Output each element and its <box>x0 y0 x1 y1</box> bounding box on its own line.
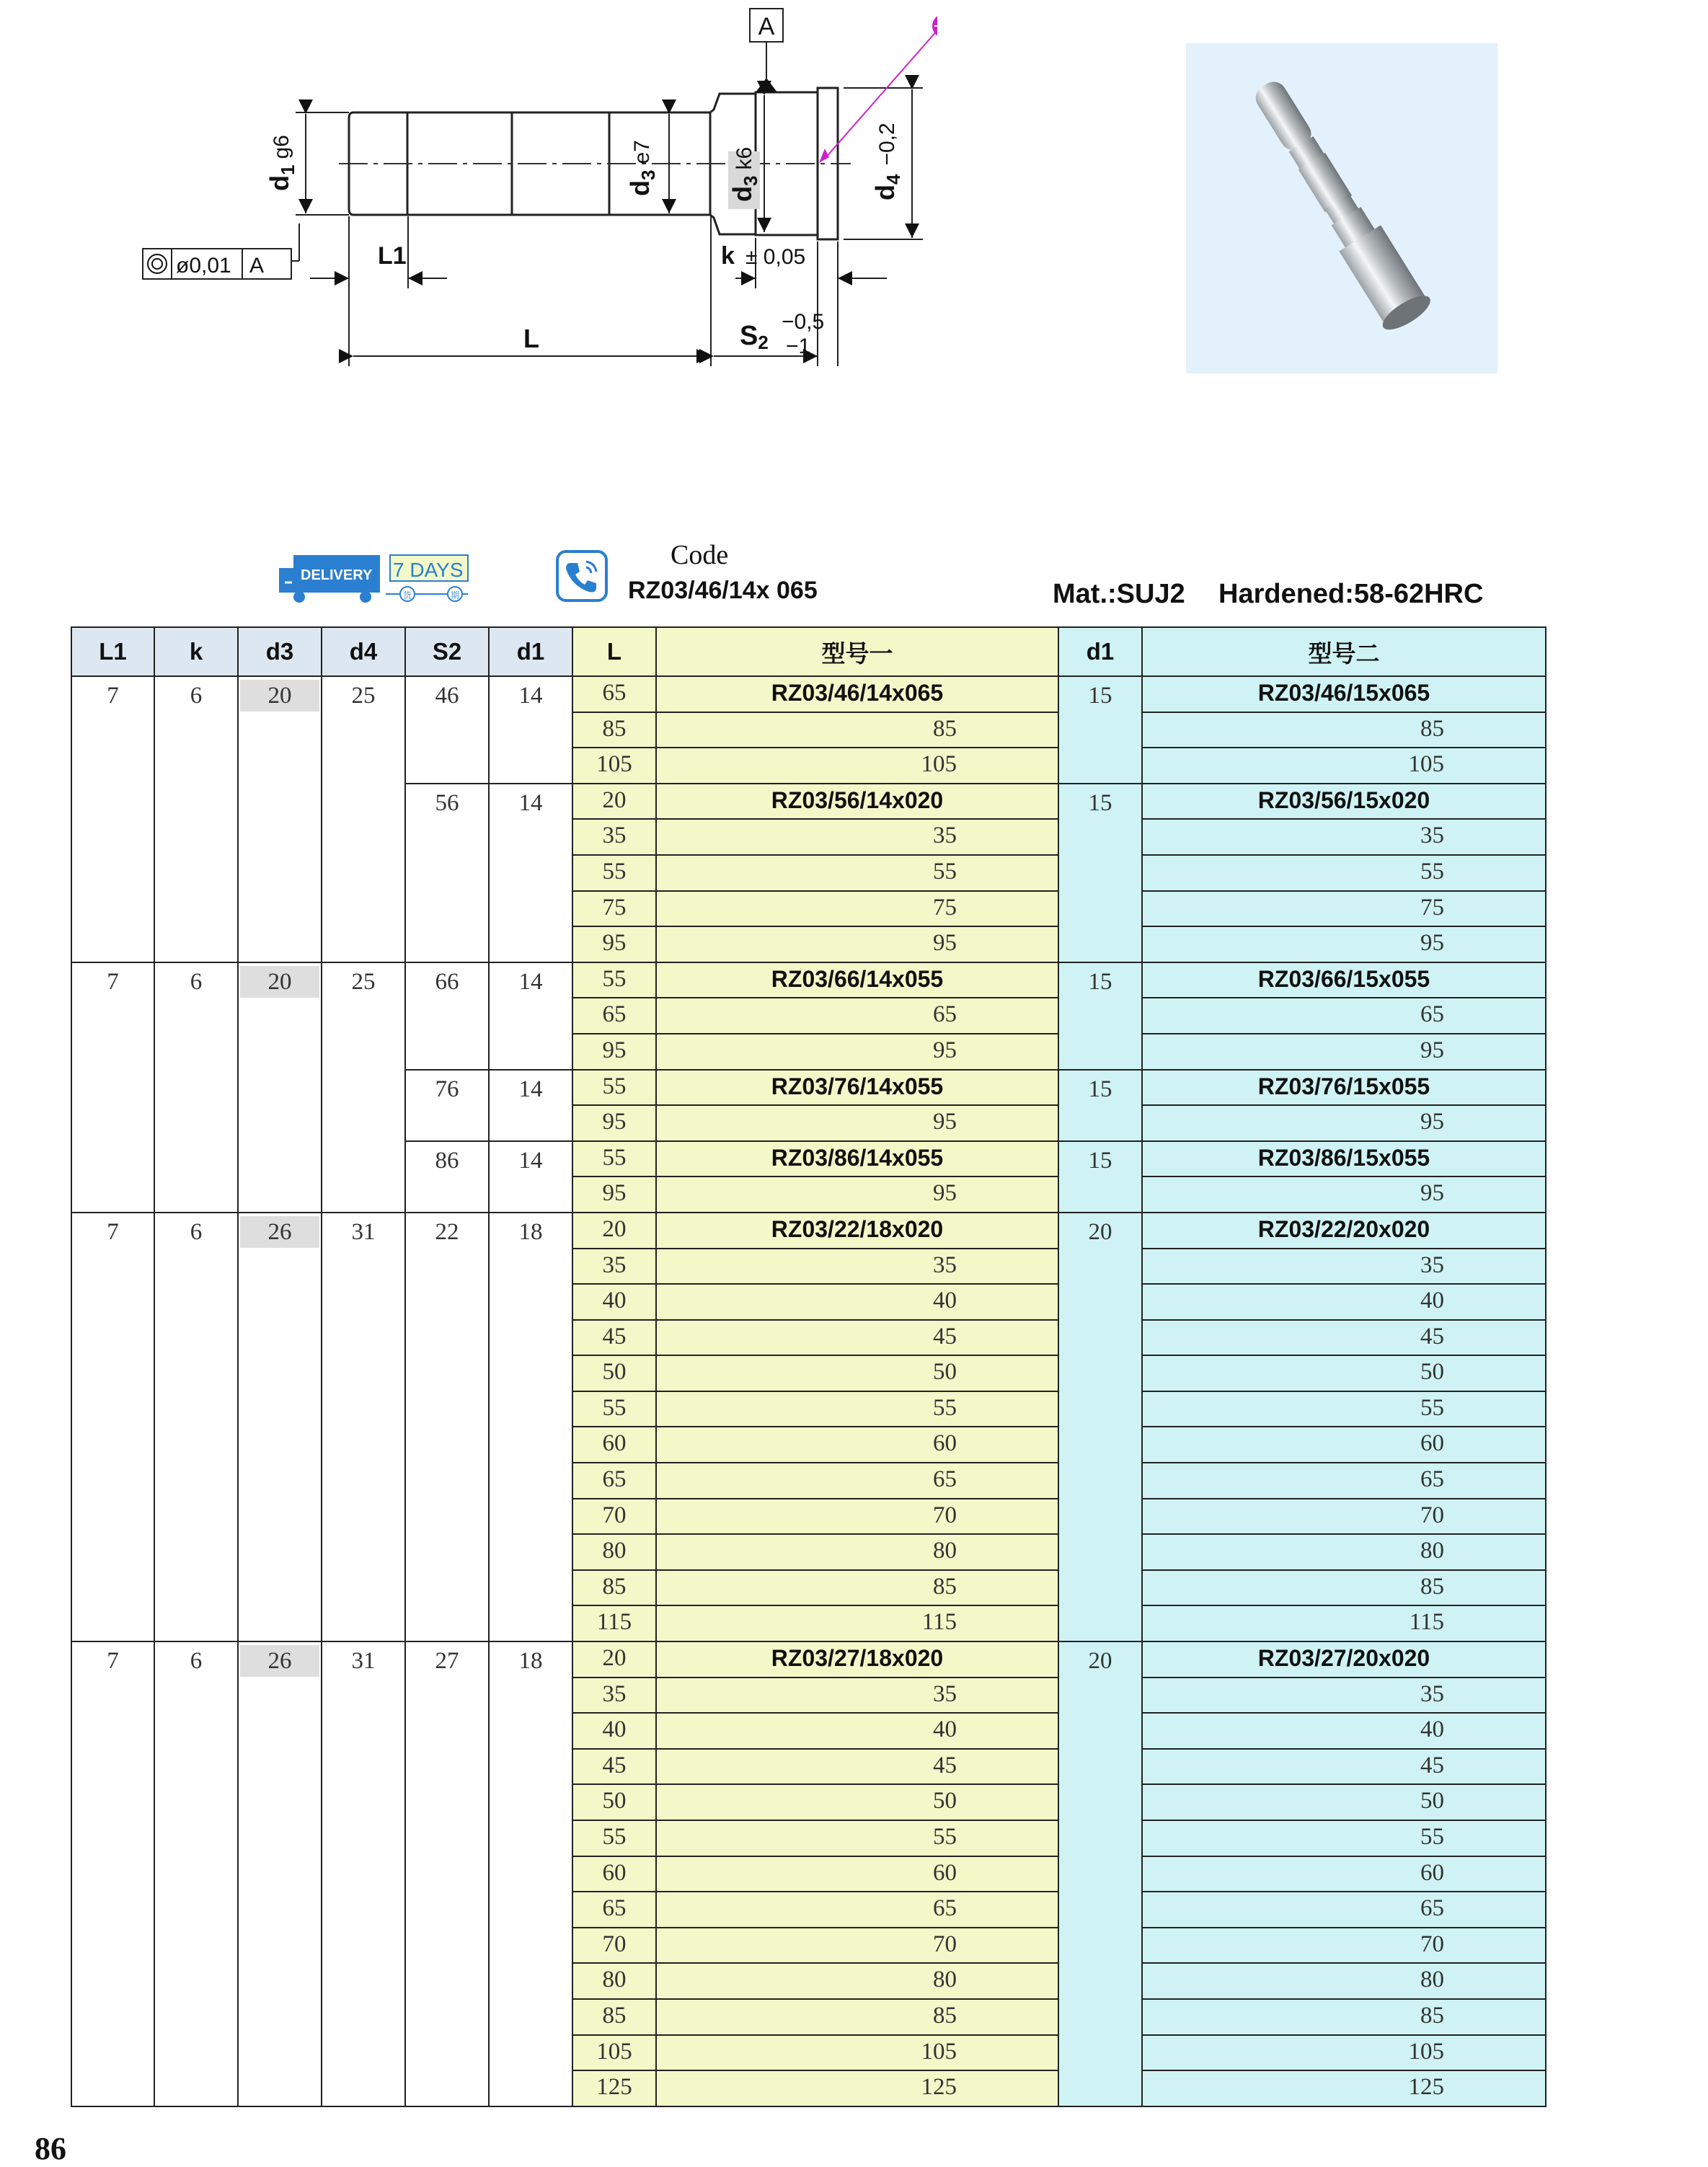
cell-type1: RZ03/66/14x055 <box>656 962 1058 998</box>
cell-d1: 14 <box>489 1141 572 1213</box>
page-number: 86 <box>35 2131 66 2166</box>
cell-type2: RZ03/27/20x020 <box>1142 1641 1546 1678</box>
cell-d4: 25 <box>322 676 405 962</box>
cell-d3-value: 20 <box>240 966 319 998</box>
col-header-d4: d4 <box>322 627 405 676</box>
cell-L: 65 <box>572 1892 656 1928</box>
cell-L: 20 <box>572 784 656 820</box>
cell-L: 105 <box>572 2035 656 2071</box>
cell-L: 95 <box>572 1176 656 1213</box>
product-photo <box>1186 43 1497 373</box>
cell-L: 55 <box>572 1141 656 1177</box>
cell-type1: RZ03/56/14x020 <box>656 784 1058 820</box>
cell-L: 50 <box>572 1355 656 1391</box>
cell-S2: 46 <box>405 676 489 784</box>
cell-L: 70 <box>572 1928 656 1964</box>
cell-type2: 105 <box>1142 2035 1546 2071</box>
cell-type2: 65 <box>1142 1463 1546 1499</box>
cell-S2: 66 <box>405 962 489 1070</box>
svg-text:7 DAYS: 7 DAYS <box>393 559 464 581</box>
cell-L: 35 <box>572 1678 656 1714</box>
code-value: RZ03/46/14x 065 <box>628 577 818 604</box>
cell-d1-b: 15 <box>1058 1070 1142 1141</box>
cell-type2: RZ03/56/15x020 <box>1142 784 1546 820</box>
cell-d1-b: 15 <box>1058 962 1142 1070</box>
cell-k: 6 <box>154 1641 238 2106</box>
col-header-d3: d3 <box>238 627 322 676</box>
cell-L: 65 <box>572 998 656 1034</box>
table-header-row <box>71 627 1546 676</box>
col-header-d1: d1 <box>489 627 572 676</box>
cell-type2: 45 <box>1142 1749 1546 1785</box>
cell-type1: 40 <box>656 1713 1058 1749</box>
cell-L: 85 <box>572 1570 656 1606</box>
cell-type1: 55 <box>656 1391 1058 1427</box>
cell-type1: 35 <box>656 819 1058 855</box>
svg-text:S2: S2 <box>740 321 769 353</box>
cell-L1: 7 <box>71 1213 154 1641</box>
cell-type2: RZ03/86/15x055 <box>1142 1141 1546 1177</box>
cell-L: 115 <box>572 1605 656 1641</box>
cell-d1-b: 20 <box>1058 1213 1142 1641</box>
cell-type2: 60 <box>1142 1856 1546 1892</box>
cell-type2: 85 <box>1142 1999 1546 2035</box>
cell-type2: RZ03/66/15x055 <box>1142 962 1546 998</box>
cell-k: 6 <box>154 676 238 962</box>
cell-type2: 115 <box>1142 1605 1546 1641</box>
cell-d4: 31 <box>322 1213 405 1641</box>
code-label: Code <box>671 540 729 570</box>
cell-L: 105 <box>572 748 656 784</box>
cell-d3-value: 26 <box>240 1216 319 1248</box>
col-header-k: k <box>154 627 238 676</box>
cell-L1: 7 <box>71 962 154 1213</box>
table-row <box>71 1213 1546 1249</box>
cell-type1: 50 <box>656 1355 1058 1391</box>
cell-L: 95 <box>572 1105 656 1141</box>
cell-L: 125 <box>572 2070 656 2106</box>
cell-type1: 95 <box>656 1176 1058 1213</box>
table-row <box>71 1641 1546 1678</box>
cell-type1: 65 <box>656 1463 1058 1499</box>
cell-type2: 55 <box>1142 855 1546 891</box>
cell-type1: 45 <box>656 1749 1058 1785</box>
svg-text:DELIVERY: DELIVERY <box>301 567 373 583</box>
col-header-type1: 型号一 <box>656 627 1058 676</box>
cell-L: 85 <box>572 1999 656 2035</box>
col-header-S2: S2 <box>405 627 489 676</box>
cell-type2: 70 <box>1142 1928 1546 1964</box>
table-row <box>71 676 1546 712</box>
cell-type2: 95 <box>1142 1176 1546 1213</box>
technical-drawing <box>108 0 937 375</box>
cell-d1-b: 15 <box>1058 676 1142 784</box>
cell-type1: 60 <box>656 1427 1058 1463</box>
cell-type2: 70 <box>1142 1499 1546 1535</box>
cell-L: 35 <box>572 819 656 855</box>
cell-type2: 95 <box>1142 1105 1546 1141</box>
svg-text:−1: −1 <box>786 334 811 358</box>
cell-S2: 86 <box>405 1141 489 1213</box>
cell-type1: 75 <box>656 891 1058 927</box>
cell-L: 95 <box>572 926 656 962</box>
cell-type1: 70 <box>656 1499 1058 1535</box>
cell-type1: 55 <box>656 1820 1058 1856</box>
cell-d1: 14 <box>489 784 572 962</box>
cell-L: 70 <box>572 1499 656 1535</box>
svg-text:d3e7: $d_3^{e7}$ <box>625 140 659 196</box>
cell-type2: 65 <box>1142 1892 1546 1928</box>
cell-L: 55 <box>572 855 656 891</box>
cell-type1: RZ03/46/14x065 <box>656 676 1058 712</box>
cell-type2: 40 <box>1142 1713 1546 1749</box>
cell-d1: 14 <box>489 962 572 1070</box>
cell-d3 <box>238 1213 322 1641</box>
cell-L: 45 <box>572 1749 656 1785</box>
cell-type2: 40 <box>1142 1284 1546 1320</box>
cell-type1: 80 <box>656 1534 1058 1570</box>
cell-type1: 115 <box>656 1605 1058 1641</box>
cell-d1: 14 <box>489 676 572 784</box>
cell-L1: 7 <box>71 1641 154 2106</box>
cell-type1: 45 <box>656 1320 1058 1356</box>
cell-L1: 7 <box>71 676 154 962</box>
cell-d4: 31 <box>322 1641 405 2106</box>
cell-L: 60 <box>572 1856 656 1892</box>
cell-type1: 65 <box>656 998 1058 1034</box>
cell-L: 50 <box>572 1784 656 1820</box>
svg-text:L1: L1 <box>378 242 407 270</box>
table-row <box>71 962 1546 998</box>
cell-d3 <box>238 1641 322 2106</box>
cell-S2: 76 <box>405 1070 489 1141</box>
cell-type1: 35 <box>656 1249 1058 1285</box>
cell-type2: 85 <box>1142 1570 1546 1606</box>
cell-S2: 27 <box>405 1641 489 2106</box>
cell-d1-b: 20 <box>1058 1641 1142 2106</box>
cell-type1: 55 <box>656 855 1058 891</box>
cell-type2: RZ03/46/15x065 <box>1142 676 1546 712</box>
cell-L: 55 <box>572 962 656 998</box>
cell-type1: 40 <box>656 1284 1058 1320</box>
cell-d3 <box>238 676 322 962</box>
cell-L: 35 <box>572 1249 656 1285</box>
table-body <box>71 676 1546 2106</box>
cell-d1-b: 15 <box>1058 1141 1142 1213</box>
svg-text:ø0,01: ø0,01 <box>176 254 231 278</box>
cell-type1: 50 <box>656 1784 1058 1820</box>
cell-L: 65 <box>572 1463 656 1499</box>
cell-type2: 35 <box>1142 1249 1546 1285</box>
cell-type1: 35 <box>656 1678 1058 1714</box>
cell-type1: 60 <box>656 1856 1058 1892</box>
col-header-L1: L1 <box>71 627 154 676</box>
cell-type1: RZ03/22/18x020 <box>656 1213 1058 1249</box>
cell-L: 40 <box>572 1713 656 1749</box>
cell-type2: 80 <box>1142 1963 1546 1999</box>
svg-text:−0,5: −0,5 <box>782 310 825 334</box>
cell-type1: 105 <box>656 748 1058 784</box>
cell-d1-b: 15 <box>1058 784 1142 962</box>
cell-type2: 80 <box>1142 1534 1546 1570</box>
truck-icon <box>279 568 293 593</box>
cell-type2: 45 <box>1142 1320 1546 1356</box>
cell-S2: 56 <box>405 784 489 962</box>
cell-L: 75 <box>572 891 656 927</box>
cell-type2: 95 <box>1142 926 1546 962</box>
cell-L: 55 <box>572 1820 656 1856</box>
cell-k: 6 <box>154 962 238 1213</box>
cell-type2: RZ03/76/15x055 <box>1142 1070 1546 1106</box>
svg-text:A: A <box>249 254 265 278</box>
cell-L: 65 <box>572 676 656 712</box>
cell-type2: 50 <box>1142 1355 1546 1391</box>
cell-type1: 65 <box>656 1892 1058 1928</box>
svg-text:L: L <box>523 324 539 353</box>
svg-text:± 0,05: ± 0,05 <box>745 245 806 269</box>
svg-text:k: k <box>721 242 735 270</box>
cell-L: 55 <box>572 1391 656 1427</box>
cell-type1: 80 <box>656 1963 1058 1999</box>
cell-L: 40 <box>572 1284 656 1320</box>
cell-type1: 95 <box>656 926 1058 962</box>
cell-d1: 18 <box>489 1641 572 2106</box>
cell-type1: 125 <box>656 2070 1058 2106</box>
cell-type2: 125 <box>1142 2070 1546 2106</box>
svg-text:A: A <box>758 13 775 40</box>
col-header-L: L <box>572 627 656 676</box>
hardness-label: Hardened:58-62HRC <box>1218 579 1484 609</box>
col-header-d1-b: d1 <box>1058 627 1142 676</box>
svg-text:d4−0,2: $d_4^{-0,2}$ <box>870 123 904 200</box>
cell-d3 <box>238 962 322 1213</box>
spec-table <box>71 626 1547 2107</box>
cell-L: 20 <box>572 1641 656 1678</box>
cell-L: 80 <box>572 1534 656 1570</box>
cell-L: 55 <box>572 1070 656 1106</box>
cell-type2: 105 <box>1142 748 1546 784</box>
svg-text:货: 货 <box>403 590 412 601</box>
cell-S2: 22 <box>405 1213 489 1641</box>
cell-type1: 105 <box>656 2035 1058 2071</box>
svg-text:d3k6: $d_3^{k6}$ <box>727 146 761 202</box>
cell-type1: 85 <box>656 1999 1058 2035</box>
cell-L: 60 <box>572 1427 656 1463</box>
cell-type2: 65 <box>1142 998 1546 1034</box>
cell-type2: 60 <box>1142 1427 1546 1463</box>
cell-d4: 25 <box>322 962 405 1213</box>
cell-type2: 95 <box>1142 1034 1546 1070</box>
cell-L: 80 <box>572 1963 656 1999</box>
col-header-type2: 型号二 <box>1142 627 1546 676</box>
cell-type2: 85 <box>1142 712 1546 748</box>
cell-L: 85 <box>572 712 656 748</box>
cell-type2: 35 <box>1142 819 1546 855</box>
cell-d1: 14 <box>489 1070 572 1141</box>
cell-d3-value: 26 <box>240 1645 319 1677</box>
cell-type2: 55 <box>1142 1820 1546 1856</box>
cell-type2: RZ03/22/20x020 <box>1142 1213 1546 1249</box>
cell-type1: RZ03/27/18x020 <box>656 1641 1058 1678</box>
phone-icon <box>556 550 608 602</box>
cell-d3-value: 20 <box>240 680 319 712</box>
cell-type1: RZ03/76/14x055 <box>656 1070 1058 1106</box>
cell-L: 20 <box>572 1213 656 1249</box>
cell-type2: 50 <box>1142 1784 1546 1820</box>
cell-type1: 85 <box>656 1570 1058 1606</box>
cell-d1: 18 <box>489 1213 572 1641</box>
delivery-badge <box>279 554 470 606</box>
cell-type1: 95 <box>656 1034 1058 1070</box>
cell-type2: 35 <box>1142 1678 1546 1714</box>
cell-type1: 85 <box>656 712 1058 748</box>
cell-type2: 75 <box>1142 891 1546 927</box>
cell-type1: 70 <box>656 1928 1058 1964</box>
cell-L: 95 <box>572 1034 656 1070</box>
cell-k: 6 <box>154 1213 238 1641</box>
cell-L: 45 <box>572 1320 656 1356</box>
cell-type1: RZ03/86/14x055 <box>656 1141 1058 1177</box>
cell-type2: 55 <box>1142 1391 1546 1427</box>
svg-text:期: 期 <box>451 590 460 601</box>
svg-text:d1g6: $d_1^{g6}$ <box>265 135 298 191</box>
material-label: Mat.:SUJ2 <box>1053 579 1185 609</box>
cell-type1: 95 <box>656 1105 1058 1141</box>
